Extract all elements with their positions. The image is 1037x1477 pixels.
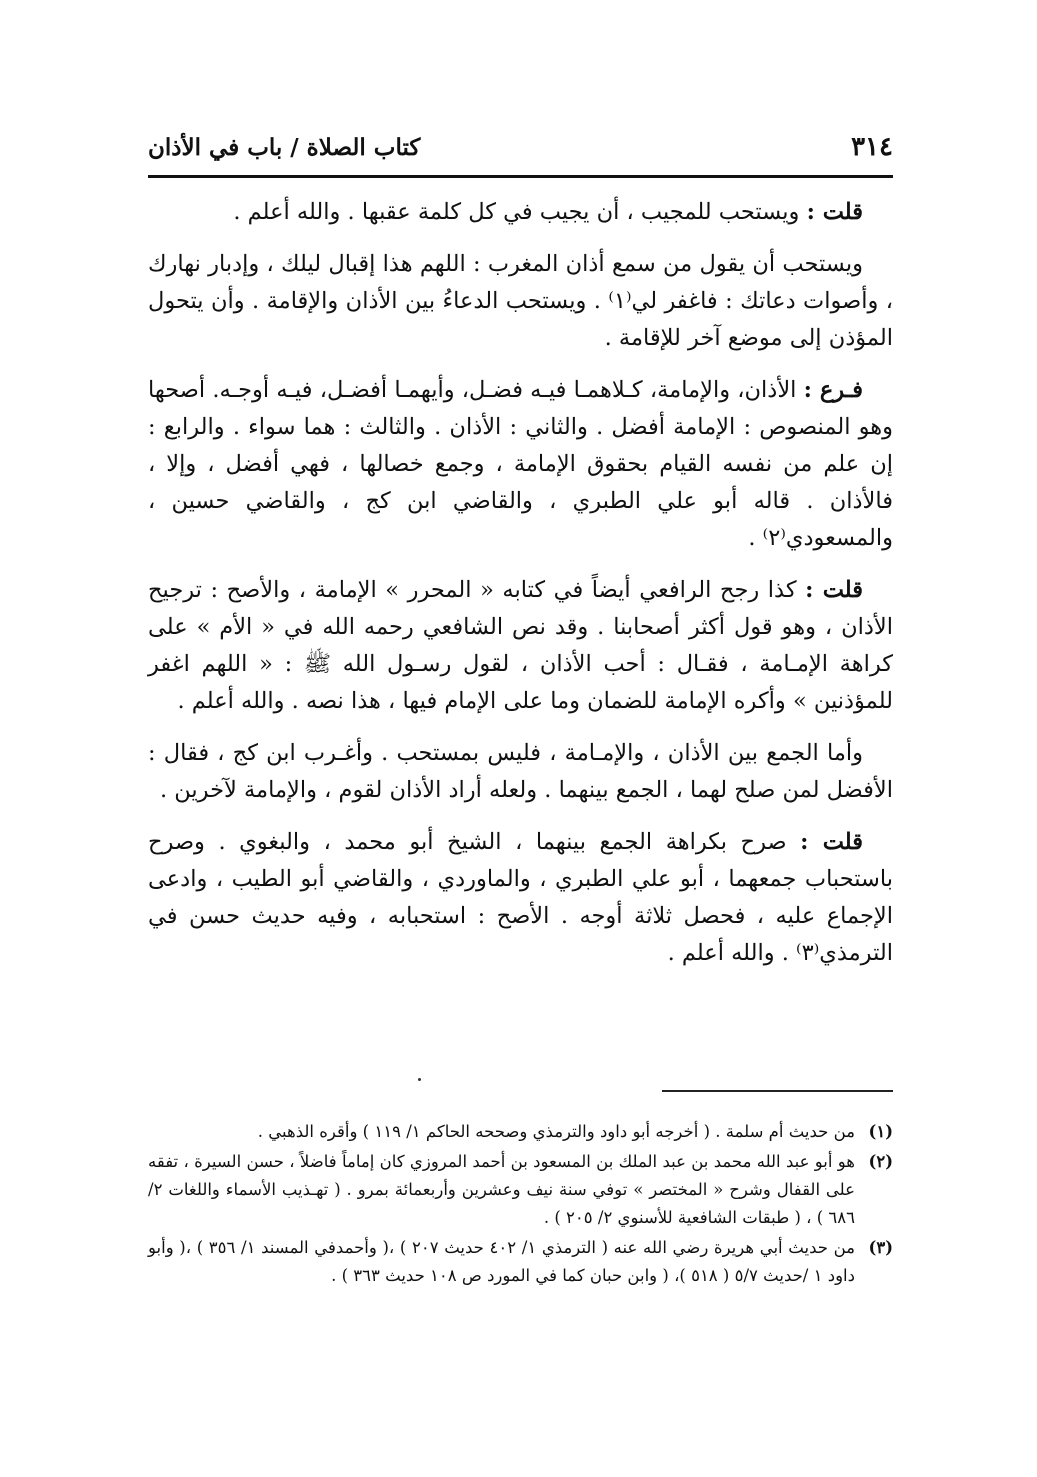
footnote-text: من حديث أم سلمة . ( أخرجه أبو داود والترمذي وصححه الحاكم ١/ ١١٩ ) وأقره الذهبي . <box>257 1122 855 1141</box>
paragraph-text: وأما الجمع بين الأذان ، والإمـامة ، فليس بمستحب . وأغـرب ابن كج ، فقال : الأفضل لمن صلح لهما ، الجمع بينهما . ولعله أراد الأذان لقوم ، والإمامة لآخرين . <box>148 740 893 803</box>
footnote-separator <box>662 1090 893 1092</box>
footnote-number: (٣) <box>868 1238 893 1257</box>
footnote <box>148 1118 893 1146</box>
footnote-number: (١) <box>868 1122 893 1141</box>
paragraph-text: ويستحب أن يقول من سمع أذان المغرب : اللهم هذا إقبال ليلك ، وإدبار نهارك ، وأصوات دعاتك : فاغفر لي⁽١⁾ . ويستحب الدعاءُ بين الأذان والإقامة . وأن يتحول المؤذن إلى موضع آخر للإقامة . <box>148 251 893 351</box>
paragraph-lead: فـرع : <box>803 377 864 403</box>
paragraph-text: صرح بكراهة الجمع بينهما ، الشيخ أبو محمد ، والبغوي . وصرح باستحباب جمعهما ، أبو علي الطبري ، والماوردي ، والقاضي أبو الطيب ، وادعى الإجماع عليه ، فحصل ثلاثة أوجه . الأصح : استحبابه ، وفيه حديث حسن في الترمذي⁽٣⁾ . والله أعلم . <box>148 829 893 966</box>
paragraph <box>148 246 893 357</box>
print-speck <box>418 1078 421 1081</box>
footnote-number: (٢) <box>868 1152 893 1171</box>
paragraph-text: ويستحب للمجيب ، أن يجيب في كل كلمة عقبها . والله أعلم . <box>233 199 807 225</box>
footnotes <box>148 1118 893 1292</box>
paragraph <box>148 824 893 972</box>
paragraph <box>148 372 893 557</box>
paragraph-lead: قلت : <box>806 199 863 225</box>
footnote <box>148 1234 893 1290</box>
header-rule <box>148 175 893 178</box>
footnote-text: من حديث أبي هريرة رضي الله عنه ( الترمذي ١/ ٤٠٢ حديث ٢٠٧ ) ،( وأحمدفي المسند ١/ ٣٥٦ ) ،( وأبو داود ١ /حديث ٥/٧ ( ٥١٨ )، ( وابن حبان كما في المورد ص ١٠٨ حديث ٣٦٣ ) . <box>148 1238 855 1285</box>
running-title: كتاب الصلاة / باب في الأذان <box>148 134 421 161</box>
paragraph <box>148 572 893 720</box>
footnote <box>148 1148 893 1232</box>
paragraph-lead: قلت : <box>800 829 863 855</box>
footnote-text: هو أبو عبد الله محمد بن عبد الملك بن المسعود بن أحمد المروزي كان إماماً فاضلاً ، حسن السيرة ، تفقه على القفال وشرح « المختصر » توفي سنة نيف وعشرين وأربعمائة بمرو . ( تهـذيب الأسماء واللغات ٢/ ٦٨٦ ) ، ( طبقات الشافعية للأسنوي ٢/ ٢٠٥ ) . <box>148 1152 855 1227</box>
paragraph <box>148 194 893 231</box>
paragraph-text: الأذان، والإمامة، كـلاهمـا فيـه فضـل، وأيهمـا أفضـل، فيـه أوجـه. أصحها وهو المنصوص : الإمامة أفضل . والثاني : الأذان . والثالث : هما سواء . والرابع : إن علم من نفسه القيام بحقوق الإمامة ، وجمع خصالها ، فهي أفضل ، وإلا ، فالأذان . قاله أبو علي الطبري ، والقاضي ابن كج ، والقاضي حسين ، والمسعودي⁽٢⁾ . <box>148 377 893 551</box>
paragraph <box>148 735 893 809</box>
paragraph-lead: قلت : <box>805 577 863 603</box>
page-header <box>148 128 893 178</box>
page-number: ٣١٤ <box>851 132 893 162</box>
main-text <box>148 194 893 987</box>
paragraph-text: كذا رجح الرافعي أيضاً في كتابه « المحرر » الإمامة ، والأصح : ترجيح الأذان ، وهو قول أكثر أصحابنا . وقد نص الشافعي رحمه الله في « الأم » على كراهة الإمـامة ، فقـال : أحب الأذان ، لقول رسـول الله ﷺ : « اللهم اغفر للمؤذنين » وأكره الإمامة للضمان وما على الإمام فيها ، هذا نصه . والله أعلم . <box>148 577 893 714</box>
